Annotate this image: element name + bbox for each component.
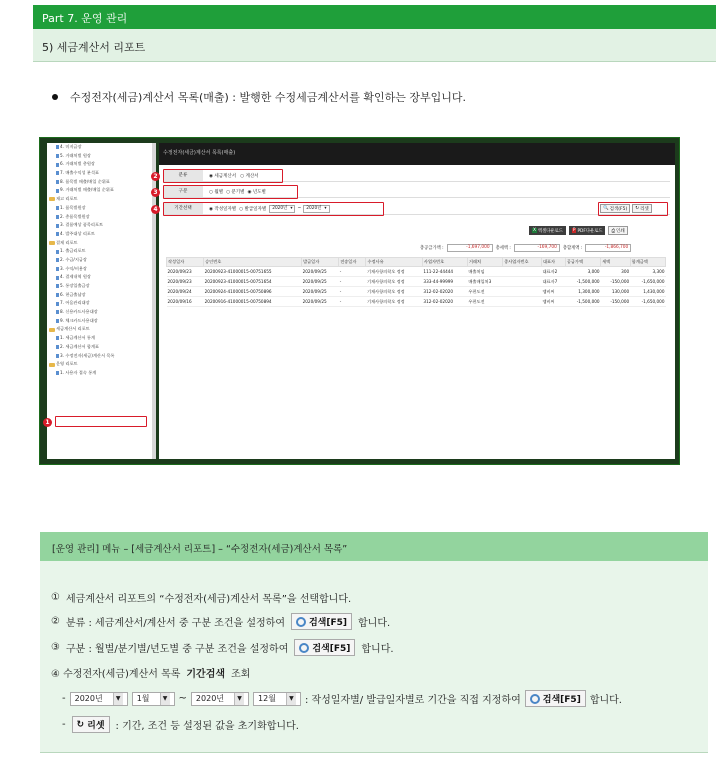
- table-cell: -1,650,000: [630, 277, 665, 287]
- report-icon: [56, 215, 59, 219]
- tree-item-label: 8. 품목별 매출/매입 순위표: [60, 178, 110, 184]
- report-icon: [56, 276, 59, 280]
- step-2: ② 분류 : 세금계산서/계산서 중 구분 조건을 설정하여 검색[F5] 합니다.: [51, 613, 390, 630]
- report-icon: [56, 180, 59, 184]
- report-icon: [56, 345, 59, 349]
- print-button[interactable]: ⎙ 인쇄: [608, 226, 627, 235]
- tree-item-label: 3. 결품예상 품목리포트: [60, 222, 104, 228]
- tree-item-label: 2. 수금/지급장: [60, 256, 87, 262]
- highlight-group: [163, 185, 298, 199]
- intro-bullet: [52, 89, 466, 105]
- tree-item-label: 1. 출금리포트: [60, 248, 86, 254]
- tree-item-label: 2. 총품목별원장: [60, 213, 90, 219]
- table-cell: 기재사항의착오 정정: [366, 267, 422, 277]
- radio-tax-invoice[interactable]: ◉ 세금계산서: [209, 173, 237, 179]
- tree-item-label: 운영 리포트: [56, 361, 78, 367]
- table-cell: 기재사항의착오 정정: [366, 287, 422, 297]
- period-label: 기간선택: [163, 203, 203, 214]
- folder-icon: [49, 241, 55, 245]
- guide-search-button-2: 검색[F5]: [291, 613, 352, 630]
- table-cell: 2020/09/25: [302, 287, 339, 297]
- tree-item-label: 3. 수정전자(세금)계산서 목록: [60, 352, 115, 358]
- table-cell: 312-02-02020: [422, 287, 467, 297]
- tree-item-label: 2. 세금계산서 합계표: [60, 343, 100, 349]
- column-header[interactable]: 수정사유: [366, 258, 422, 267]
- table-cell: 기재사항의착오 정정: [366, 297, 422, 307]
- column-header[interactable]: 작성일자: [167, 258, 204, 267]
- folder-icon: [49, 328, 55, 332]
- table-cell: 2020/09/24: [167, 287, 204, 297]
- tree-folder[interactable]: [47, 325, 152, 334]
- table-cell: 2020/09/25: [302, 277, 339, 287]
- table-cell: [503, 297, 542, 307]
- column-header[interactable]: 세액: [601, 258, 631, 267]
- column-header[interactable]: 공급가액: [565, 258, 600, 267]
- guide-month-from: 1월 ▼: [132, 692, 175, 706]
- search-icon: 🔍: [603, 206, 609, 211]
- section-header: [33, 29, 716, 62]
- tree-item[interactable]: [47, 152, 152, 161]
- badge-2: 2: [151, 172, 160, 181]
- report-icon: [56, 250, 59, 254]
- radio-monthly[interactable]: ○ 월별: [209, 189, 224, 195]
- guide-title-bar: [40, 532, 708, 561]
- tree-item-label: 4. 발주대상 리포트: [60, 230, 95, 236]
- tree-item-label: 5. 거래처별 원장: [60, 152, 91, 158]
- report-icon: [56, 206, 59, 210]
- table-cell: 앰비씨: [541, 287, 565, 297]
- table-row[interactable]: [167, 267, 666, 277]
- year-from-select[interactable]: 2020년 ▾: [269, 205, 295, 213]
- report-icon: [56, 293, 59, 297]
- tree-item[interactable]: [47, 143, 152, 152]
- tree-item[interactable]: [47, 230, 152, 239]
- table-cell: 기재사항의착오 정정: [366, 277, 422, 287]
- refresh-icon: ↻: [76, 719, 85, 730]
- column-header[interactable]: 거래처: [467, 258, 502, 267]
- tree-item[interactable]: [47, 247, 152, 256]
- group-label: 구분: [163, 186, 203, 197]
- report-tree: [47, 143, 152, 459]
- printer-icon: ⎙: [611, 228, 616, 234]
- table-row[interactable]: [167, 287, 666, 297]
- table-cell: -: [339, 267, 366, 277]
- report-icon: [56, 284, 59, 288]
- tree-item-label: 4. 결제내역 원장: [60, 274, 91, 280]
- report-icon: [56, 302, 59, 306]
- tree-item-label: 1. 품목별원장: [60, 204, 86, 210]
- tree-item[interactable]: [47, 186, 152, 195]
- tree-item[interactable]: [47, 299, 152, 308]
- tree-item-label: 3. 수익/비용장: [60, 265, 87, 271]
- tree-item[interactable]: [47, 308, 152, 317]
- table-cell: 3,300: [630, 267, 665, 277]
- table-cell: -: [339, 277, 366, 287]
- step-3: ③ 구분 : 월별/분기별/년도별 중 구분 조건을 설정하여 검색[F5] 합니다.: [51, 639, 394, 656]
- table-cell: -150,000: [601, 277, 631, 287]
- table-cell: 2020/09/25: [302, 267, 339, 277]
- step-1: ① 세금계산서 리포트의 “수정전자(세금)계산서 목록”을 선택합니다.: [51, 592, 352, 605]
- tree-item[interactable]: [47, 334, 152, 343]
- window-title: 수정전자(세금)계산서 목록(매출): [159, 143, 675, 165]
- report-icon: [56, 171, 59, 175]
- table-cell: 우편도전: [467, 287, 502, 297]
- table-row[interactable]: [167, 277, 666, 287]
- tree-item-label: 5. 통장입출금장: [60, 283, 90, 288]
- column-header[interactable]: 대표자: [541, 258, 565, 267]
- year-to-select[interactable]: 2020년 ▾: [303, 205, 329, 213]
- folder-icon: [49, 363, 55, 367]
- step-4: ④ 수정전자(세금)계산서 목록 기간검색 조회: [51, 669, 251, 680]
- table-cell: 2020/09/16: [167, 297, 204, 307]
- table-cell: 대표자7: [541, 277, 565, 287]
- tree-item-label: 8. 신용카드사용대장: [60, 309, 98, 315]
- radio-invoice[interactable]: ○ 계산서: [240, 173, 259, 179]
- report-icon: [56, 267, 59, 271]
- highlight-tree-item: [55, 416, 147, 427]
- tree-item-label: 6. 현금출납장: [60, 291, 86, 297]
- column-header[interactable]: 전송일자: [339, 258, 366, 267]
- tree-item[interactable]: [47, 343, 152, 352]
- column-header[interactable]: 발급일자: [302, 258, 339, 267]
- table-cell: [503, 287, 542, 297]
- intro-text: 수정전자(세금)계산서 목록(매출) : 발행한 수정세금계산서를 확인하는 장부입니다.: [70, 91, 467, 104]
- tree-item[interactable]: [47, 169, 152, 178]
- table-cell: 2020/09/23: [167, 267, 204, 277]
- report-icon: [56, 336, 59, 340]
- total-supply-value: -1,697,000: [447, 244, 493, 252]
- badge-1: 1: [43, 418, 52, 427]
- totals-bar: [420, 244, 631, 252]
- total-sum-value: -1,866,700: [585, 244, 631, 252]
- guide-search-button-4: 검색[F5]: [525, 690, 586, 707]
- tree-folder[interactable]: [47, 239, 152, 248]
- tilde: ~: [297, 206, 302, 211]
- report-icon: [56, 189, 59, 193]
- step-4a: - 2020년 ▼ 1월 ▼ ~ 2020년 ▼ 12월 ▼ : 작성일자별/ 발급일자별로 기간을 직접 지정하여 검색[F5] 합니다.: [62, 690, 622, 707]
- radio-quarterly[interactable]: ○ 분기별: [226, 189, 245, 195]
- guide-month-to: 12월 ▼: [253, 692, 301, 706]
- table-cell: [503, 277, 542, 287]
- tree-item-label: 4. 미지급장: [60, 144, 82, 149]
- report-icon: [56, 154, 59, 158]
- highlight-type: [163, 169, 283, 183]
- column-header[interactable]: 승인번호: [204, 258, 302, 267]
- tree-item[interactable]: [47, 369, 152, 378]
- table-cell: 20200923-41000015-00751655: [204, 267, 302, 277]
- tree-item[interactable]: [47, 256, 152, 265]
- reset-button[interactable]: ↻ 리셋: [632, 204, 651, 213]
- report-icon: [56, 319, 59, 323]
- report-icon: [56, 232, 59, 236]
- table-cell: 2020/09/23: [167, 277, 204, 287]
- total-tax-value: -169,700: [514, 244, 560, 252]
- tree-item-label: 7. 매출수익성 분석표: [60, 170, 100, 176]
- search-icon: [299, 643, 309, 653]
- tree-item-label: 세금계산서 리포트: [56, 326, 90, 332]
- tree-item[interactable]: [47, 273, 152, 282]
- badge-3: 3: [151, 188, 160, 197]
- tree-item[interactable]: [47, 317, 152, 326]
- tree-item[interactable]: [47, 352, 152, 361]
- tree-item-label: 6. 거래처별 총원장: [60, 161, 95, 167]
- table-cell: -1,650,000: [630, 297, 665, 307]
- report-icon: [56, 354, 59, 358]
- excel-icon: X: [533, 228, 536, 233]
- refresh-icon: ↻: [635, 206, 640, 211]
- bullet-dot-icon: [52, 94, 58, 100]
- table-cell: 1,300,000: [565, 287, 600, 297]
- tree-item-label: 9. 체크카드사용대장: [60, 317, 98, 323]
- radio-yearly[interactable]: ◉ 년도별: [247, 189, 266, 195]
- report-icon: [56, 224, 59, 228]
- highlight-search-reset: [598, 202, 668, 216]
- table-cell: -1,500,000: [565, 277, 600, 287]
- tree-folder[interactable]: [47, 195, 152, 204]
- search-icon: [296, 617, 306, 627]
- table-cell: 3,000: [565, 267, 600, 277]
- table-cell: 매출처임: [467, 267, 502, 277]
- part-header: [33, 5, 716, 29]
- guide-title: [운영 관리] 메뉴 – [세금계산서 리포트] – “수정전자(세금)계산서 목록”: [52, 544, 348, 555]
- table-header-row: [167, 258, 666, 267]
- tree-item[interactable]: [47, 213, 152, 222]
- report-icon: [56, 163, 59, 167]
- report-icon: [56, 371, 59, 375]
- guide-year-from: 2020년 ▼: [70, 692, 128, 706]
- table-cell: 매출매입처3: [467, 277, 502, 287]
- tree-item[interactable]: [47, 291, 152, 300]
- report-icon: [56, 258, 59, 262]
- table-row[interactable]: [167, 297, 666, 307]
- highlight-period: [163, 202, 384, 216]
- tree-item[interactable]: [47, 265, 152, 274]
- tree-item[interactable]: [47, 282, 152, 291]
- search-icon: [530, 694, 540, 704]
- tree-item-label: 결제 리포트: [56, 239, 78, 245]
- table-cell: 대표자2: [541, 267, 565, 277]
- invoice-table: [166, 257, 666, 307]
- table-cell: -: [339, 287, 366, 297]
- tree-item-label: 7. 어음관리대장: [60, 300, 90, 306]
- tree-item-label: 9. 거래처별 매출/매입 순위표: [60, 187, 114, 193]
- table-cell: 1,430,000: [630, 287, 665, 297]
- section-title: 5) 세금계산서 리포트: [42, 41, 146, 54]
- report-icon: [56, 310, 59, 314]
- guide-year-to: 2020년 ▼: [191, 692, 249, 706]
- tree-item-label: 1. 세금계산서 통계: [60, 335, 95, 341]
- tree-item[interactable]: [47, 221, 152, 230]
- table-cell: 20200923-41000015-00751654: [204, 277, 302, 287]
- step-4b: - ↻ 리셋 : 기간, 조건 등 설정된 값을 초기화합니다.: [62, 716, 299, 733]
- pdf-icon: P: [572, 228, 576, 233]
- tree-item[interactable]: [47, 160, 152, 169]
- column-header[interactable]: 사업자번호: [422, 258, 467, 267]
- tree-item[interactable]: [47, 204, 152, 213]
- table-cell: -1,500,000: [565, 297, 600, 307]
- table-cell: -: [339, 297, 366, 307]
- table-cell: -150,000: [601, 297, 631, 307]
- tree-item-label: 1. 사용자 접속 통계: [60, 369, 97, 375]
- total-tax-label: 총세액 :: [495, 246, 511, 251]
- report-icon: [56, 145, 59, 149]
- column-header[interactable]: 종사업자번호: [503, 258, 542, 267]
- total-sum-label: 총합계액 :: [562, 246, 583, 251]
- badge-4: 4: [151, 205, 160, 214]
- part-title: Part 7. 운영 관리: [42, 12, 128, 25]
- guide-reset-button: ↻ 리셋: [72, 716, 110, 733]
- table-cell: 111-22-44444: [422, 267, 467, 277]
- tree-item[interactable]: [47, 178, 152, 187]
- total-supply-label: 총공급가액 :: [420, 246, 444, 251]
- pdf-download-button[interactable]: P PDF다운로드: [569, 226, 606, 235]
- table-cell: 우편도전: [467, 297, 502, 307]
- guide-search-button-3: 검색[F5]: [294, 639, 355, 656]
- table-cell: 2020/09/25: [302, 297, 339, 307]
- table-cell: [503, 267, 542, 277]
- table-cell: 333-44-99999: [422, 277, 467, 287]
- table-cell: 앰비씨: [541, 297, 565, 307]
- table-cell: 20200916-41000015-00750894: [204, 297, 302, 307]
- tree-folder[interactable]: [47, 360, 152, 369]
- folder-icon: [49, 197, 55, 201]
- table-cell: 312-02-02020: [422, 297, 467, 307]
- type-label: 분류: [163, 170, 203, 181]
- tree-item-label: 재고 리포트: [56, 196, 78, 202]
- radio-issue-date[interactable]: ○ 발급일자별: [239, 206, 267, 212]
- radio-written-date[interactable]: ◉ 작성일자별: [209, 206, 237, 212]
- table-cell: 20200924-41000015-00750896: [204, 287, 302, 297]
- table-cell: 300: [601, 267, 631, 277]
- excel-download-button[interactable]: X 엑셀다운로드: [529, 226, 566, 235]
- download-buttons: [529, 226, 628, 235]
- table-cell: 130,000: [601, 287, 631, 297]
- search-button[interactable]: 🔍 검색(F5): [600, 204, 630, 213]
- column-header[interactable]: 합계금액: [630, 258, 665, 267]
